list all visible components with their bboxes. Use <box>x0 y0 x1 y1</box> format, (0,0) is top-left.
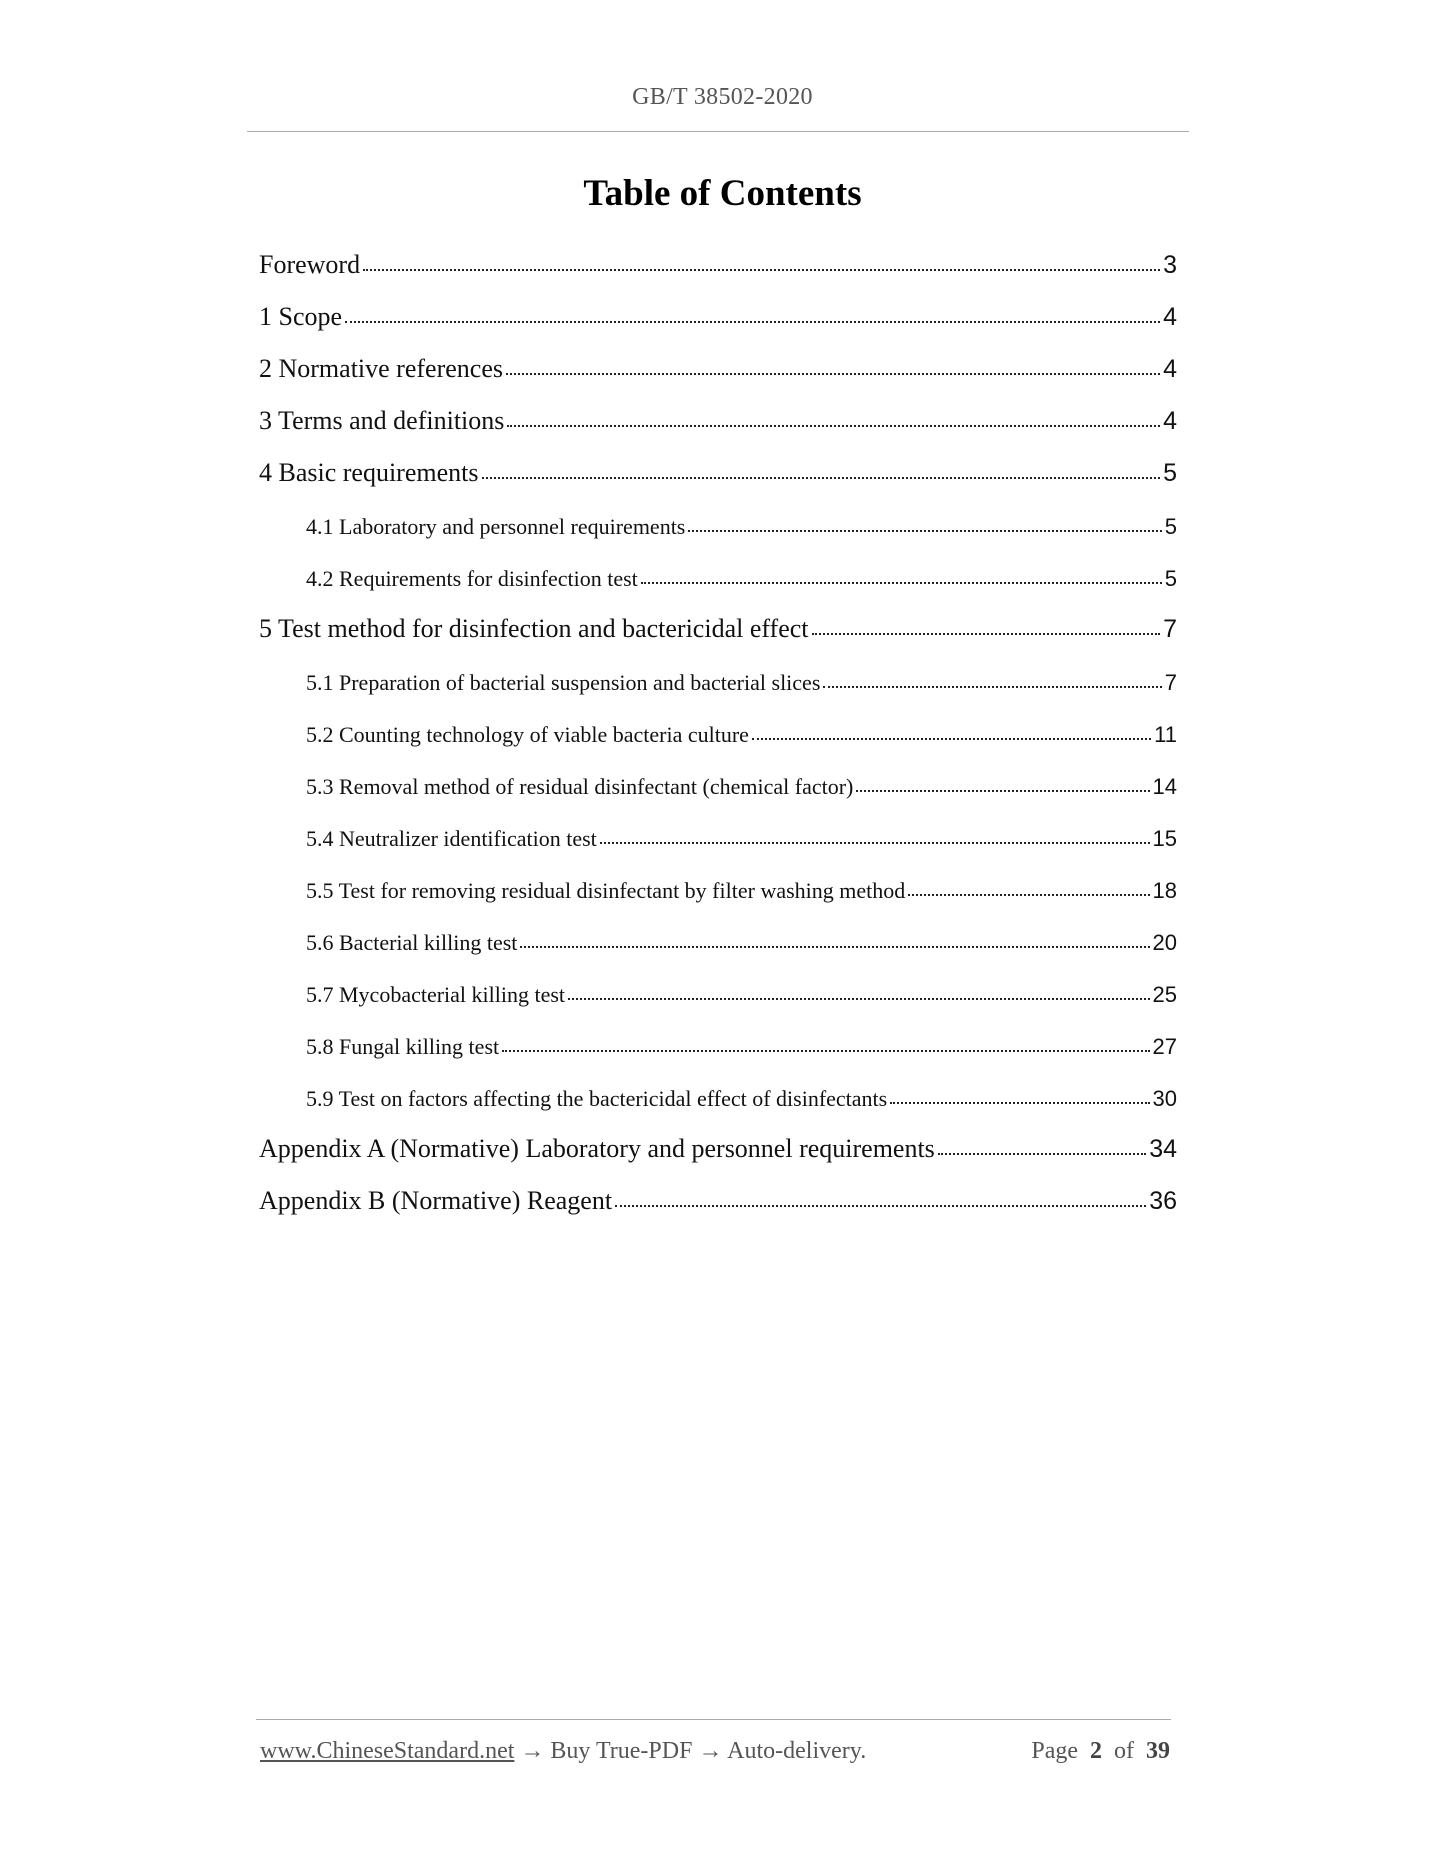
dot-leader <box>890 1102 1149 1104</box>
dot-leader <box>502 1050 1149 1052</box>
dot-leader <box>506 373 1160 375</box>
site-link[interactable]: www.ChineseStandard.net <box>260 1738 515 1764</box>
toc-entry-label: 4 Basic requirements <box>259 458 482 488</box>
document-code: GB/T 38502-2020 <box>632 84 813 110</box>
toc-entry-page: 30 <box>1152 1086 1177 1111</box>
toc-entry-page: 36 <box>1149 1187 1177 1215</box>
toc-entry-page: 18 <box>1152 878 1177 903</box>
toc-entry-label: 1 Scope <box>259 302 345 332</box>
dot-leader <box>641 582 1162 584</box>
toc-entry-label: 4.2 Requirements for disinfection test <box>306 566 641 592</box>
toc-entry-page: 27 <box>1152 1034 1177 1059</box>
page-current: 2 <box>1090 1738 1102 1764</box>
toc-entry-5-5[interactable] <box>259 852 1177 904</box>
toc-entry-appendix-b[interactable] <box>259 1164 1177 1216</box>
dot-leader <box>908 894 1149 896</box>
dot-leader <box>938 1153 1146 1155</box>
toc-entry-label: 5.3 Removal method of residual disinfectant (chemical factor) <box>306 774 856 800</box>
toc-entry-5-6[interactable] <box>259 904 1177 956</box>
toc-entry-5-2[interactable] <box>259 696 1177 748</box>
toc-entry-page: 5 <box>1164 514 1177 539</box>
toc-entry-5-7[interactable] <box>259 956 1177 1008</box>
toc-entry-5-3[interactable] <box>259 748 1177 800</box>
toc-entry-label: 2 Normative references <box>259 354 506 384</box>
arrow-icon: → <box>520 1738 545 1764</box>
toc-entry-terms-definitions[interactable] <box>259 384 1177 436</box>
toc-entry-5-1[interactable] <box>259 644 1177 696</box>
toc-entry-label: 5.7 Mycobacterial killing test <box>306 982 568 1008</box>
toc-entry-page: 11 <box>1154 722 1177 747</box>
toc-entry-4-2[interactable] <box>259 540 1177 592</box>
toc-entry-label: Appendix A (Normative) Laboratory and personnel requirements <box>259 1134 938 1164</box>
header-divider <box>247 131 1189 132</box>
table-of-contents <box>259 228 1177 1216</box>
footer-promo <box>260 1738 866 1765</box>
dot-leader <box>568 998 1149 1000</box>
toc-entry-label: 3 Terms and definitions <box>259 406 507 436</box>
toc-entry-appendix-a[interactable] <box>259 1112 1177 1164</box>
toc-entry-page: 25 <box>1152 982 1177 1007</box>
toc-entry-5-8[interactable] <box>259 1008 1177 1060</box>
toc-entry-page: 7 <box>1163 615 1177 643</box>
toc-entry-page: 15 <box>1152 826 1177 851</box>
toc-entry-5-9[interactable] <box>259 1060 1177 1112</box>
toc-entry-test-method[interactable] <box>259 592 1177 644</box>
delivery-text: Auto-delivery. <box>727 1738 867 1764</box>
dot-leader <box>520 946 1149 948</box>
dot-leader <box>507 425 1160 427</box>
page-title: Table of Contents <box>583 173 862 214</box>
dot-leader <box>363 269 1160 271</box>
toc-entry-label: 5.9 Test on factors affecting the bactericidal effect of disinfectants <box>306 1086 890 1112</box>
toc-entry-label: 5.6 Bacterial killing test <box>306 930 520 956</box>
dot-leader <box>600 842 1150 844</box>
toc-entry-page: 7 <box>1164 670 1177 695</box>
toc-entry-page: 5 <box>1164 566 1177 591</box>
arrow-icon: → <box>698 1738 723 1764</box>
dot-leader <box>856 790 1149 792</box>
of-word: of <box>1114 1738 1134 1764</box>
toc-entry-page: 5 <box>1163 459 1177 487</box>
dot-leader <box>752 738 1151 740</box>
toc-entry-label: Foreword <box>259 250 363 280</box>
page-number <box>1031 1738 1170 1765</box>
toc-entry-4-1[interactable] <box>259 488 1177 540</box>
buy-text: Buy True-PDF <box>550 1738 693 1764</box>
toc-entry-label: 5 Test method for disinfection and bactericidal effect <box>259 614 812 644</box>
page-word: Page <box>1031 1738 1078 1764</box>
toc-entry-basic-requirements[interactable] <box>259 436 1177 488</box>
dot-leader <box>823 686 1161 688</box>
toc-entry-page: 20 <box>1152 930 1177 955</box>
toc-entry-label: 5.5 Test for removing residual disinfectant by filter washing method <box>306 878 908 904</box>
toc-entry-5-4[interactable] <box>259 800 1177 852</box>
dot-leader <box>615 1205 1146 1207</box>
toc-entry-label: Appendix B (Normative) Reagent <box>259 1186 615 1216</box>
toc-entry-label: 4.1 Laboratory and personnel requirements <box>306 514 688 540</box>
toc-entry-scope[interactable] <box>259 280 1177 332</box>
toc-entry-page: 4 <box>1163 303 1177 331</box>
toc-entry-page: 14 <box>1152 774 1177 799</box>
toc-entry-label: 5.8 Fungal killing test <box>306 1034 502 1060</box>
toc-entry-page: 4 <box>1163 355 1177 383</box>
toc-entry-label: 5.2 Counting technology of viable bacteria culture <box>306 722 752 748</box>
toc-entry-normative-references[interactable] <box>259 332 1177 384</box>
dot-leader <box>345 321 1160 323</box>
toc-entry-label: 5.1 Preparation of bacterial suspension and bacterial slices <box>306 670 823 696</box>
footer-divider <box>256 1719 1171 1720</box>
dot-leader <box>482 477 1161 479</box>
toc-entry-foreword[interactable] <box>259 228 1177 280</box>
toc-entry-page: 3 <box>1163 251 1177 279</box>
toc-entry-page: 34 <box>1149 1135 1177 1163</box>
toc-entry-label: 5.4 Neutralizer identification test <box>306 826 600 852</box>
toc-entry-page: 4 <box>1163 407 1177 435</box>
dot-leader <box>688 530 1161 532</box>
dot-leader <box>812 633 1161 635</box>
page-total: 39 <box>1146 1738 1170 1764</box>
